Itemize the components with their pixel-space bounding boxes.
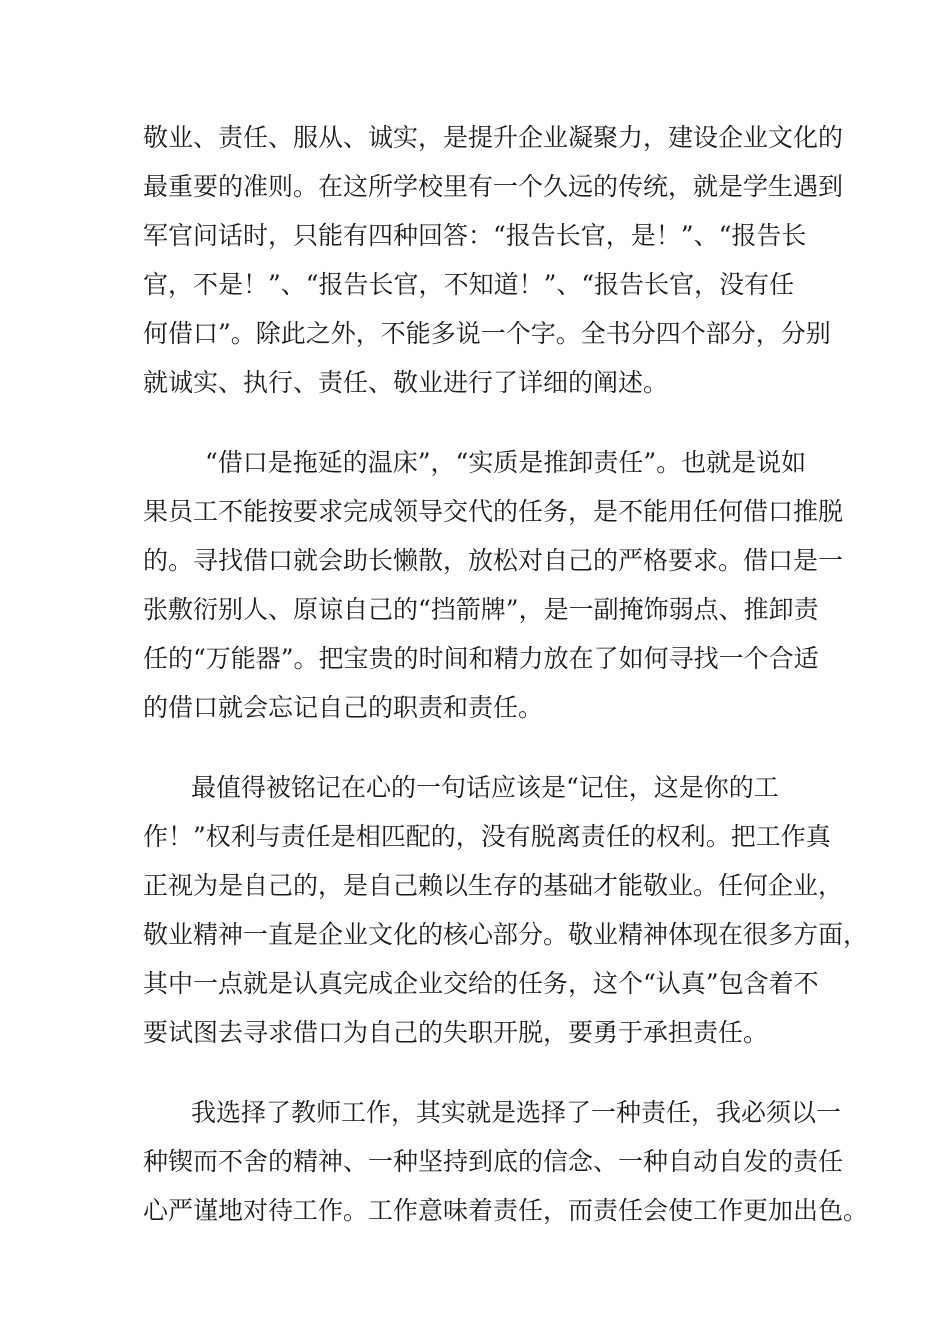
text-line: 的。寻找借口就会助长懒散，放松对自己的严格要求。借口是一 [143,546,844,575]
paragraph-2 [143,438,844,732]
text-line: 任的“万能器”。把宝贵的时间和精力放在了如何寻找一个合适 [143,644,819,673]
text-line: 其中一点就是认真完成企业交给的任务，这个“认真”包含着不 [143,969,819,998]
text-line: 官，不是！”、“报告长官，不知道！”、“报告长官，没有任 [143,270,795,299]
text-line: 种锲而不舍的精神、一种坚持到底的信念、一种自动自发的责任 [143,1147,844,1176]
text-line: 心严谨地对待工作。工作意味着责任，而责任会使工作更加出色。 [143,1196,869,1225]
text-line: 最重要的准则。在这所学校里有一个久远的传统，就是学生遇到 [143,172,844,201]
text-line: 就诚实、执行、责任、敬业进行了详细的阐述。 [143,368,669,397]
text-line: 敬业、责任、服从、诚实，是提升企业凝聚力，建设企业文化的 [143,123,844,152]
paragraph-3 [143,763,869,1057]
paragraph-4 [143,1088,869,1235]
text-line: 果员工不能按要求完成领导交代的任务，是不能用任何借口推脱 [143,497,844,526]
paragraph-1 [143,113,844,407]
text-line: 张敷衍别人、原谅自己的“挡箭牌”，是一副掩饰弱点、推卸责 [143,595,819,624]
text-line: 何借口”。除此之外，不能多说一个字。全书分四个部分，分别 [143,319,831,348]
text-line: 正视为是自己的，是自己赖以生存的基础才能敬业。任何企业， [143,871,844,900]
text-line: 我选择了教师工作，其实就是选择了一种责任，我必须以一 [191,1098,842,1127]
text-line: 军官问话时，只能有四种回答：“报告长官，是！”、“报告长 [143,221,807,250]
text-line: 的借口就会忘记自己的职责和责任。 [143,693,544,722]
text-line: 作！”权利与责任是相匹配的，没有脱离责任的权利。把工作真 [143,822,831,851]
text-line: 敬业精神一直是企业文化的核心部分。敬业精神体现在很多方面， [143,920,869,949]
text-line: “借口是拖延的温床”，“实质是推卸责任”。也就是说如 [205,448,807,477]
text-line: 最值得被铭记在心的一句话应该是“记住，这是你的工 [191,773,779,802]
text-line: 要试图去寻求借口为自己的失职开脱，要勇于承担责任。 [143,1018,769,1047]
document-body [143,113,869,1266]
